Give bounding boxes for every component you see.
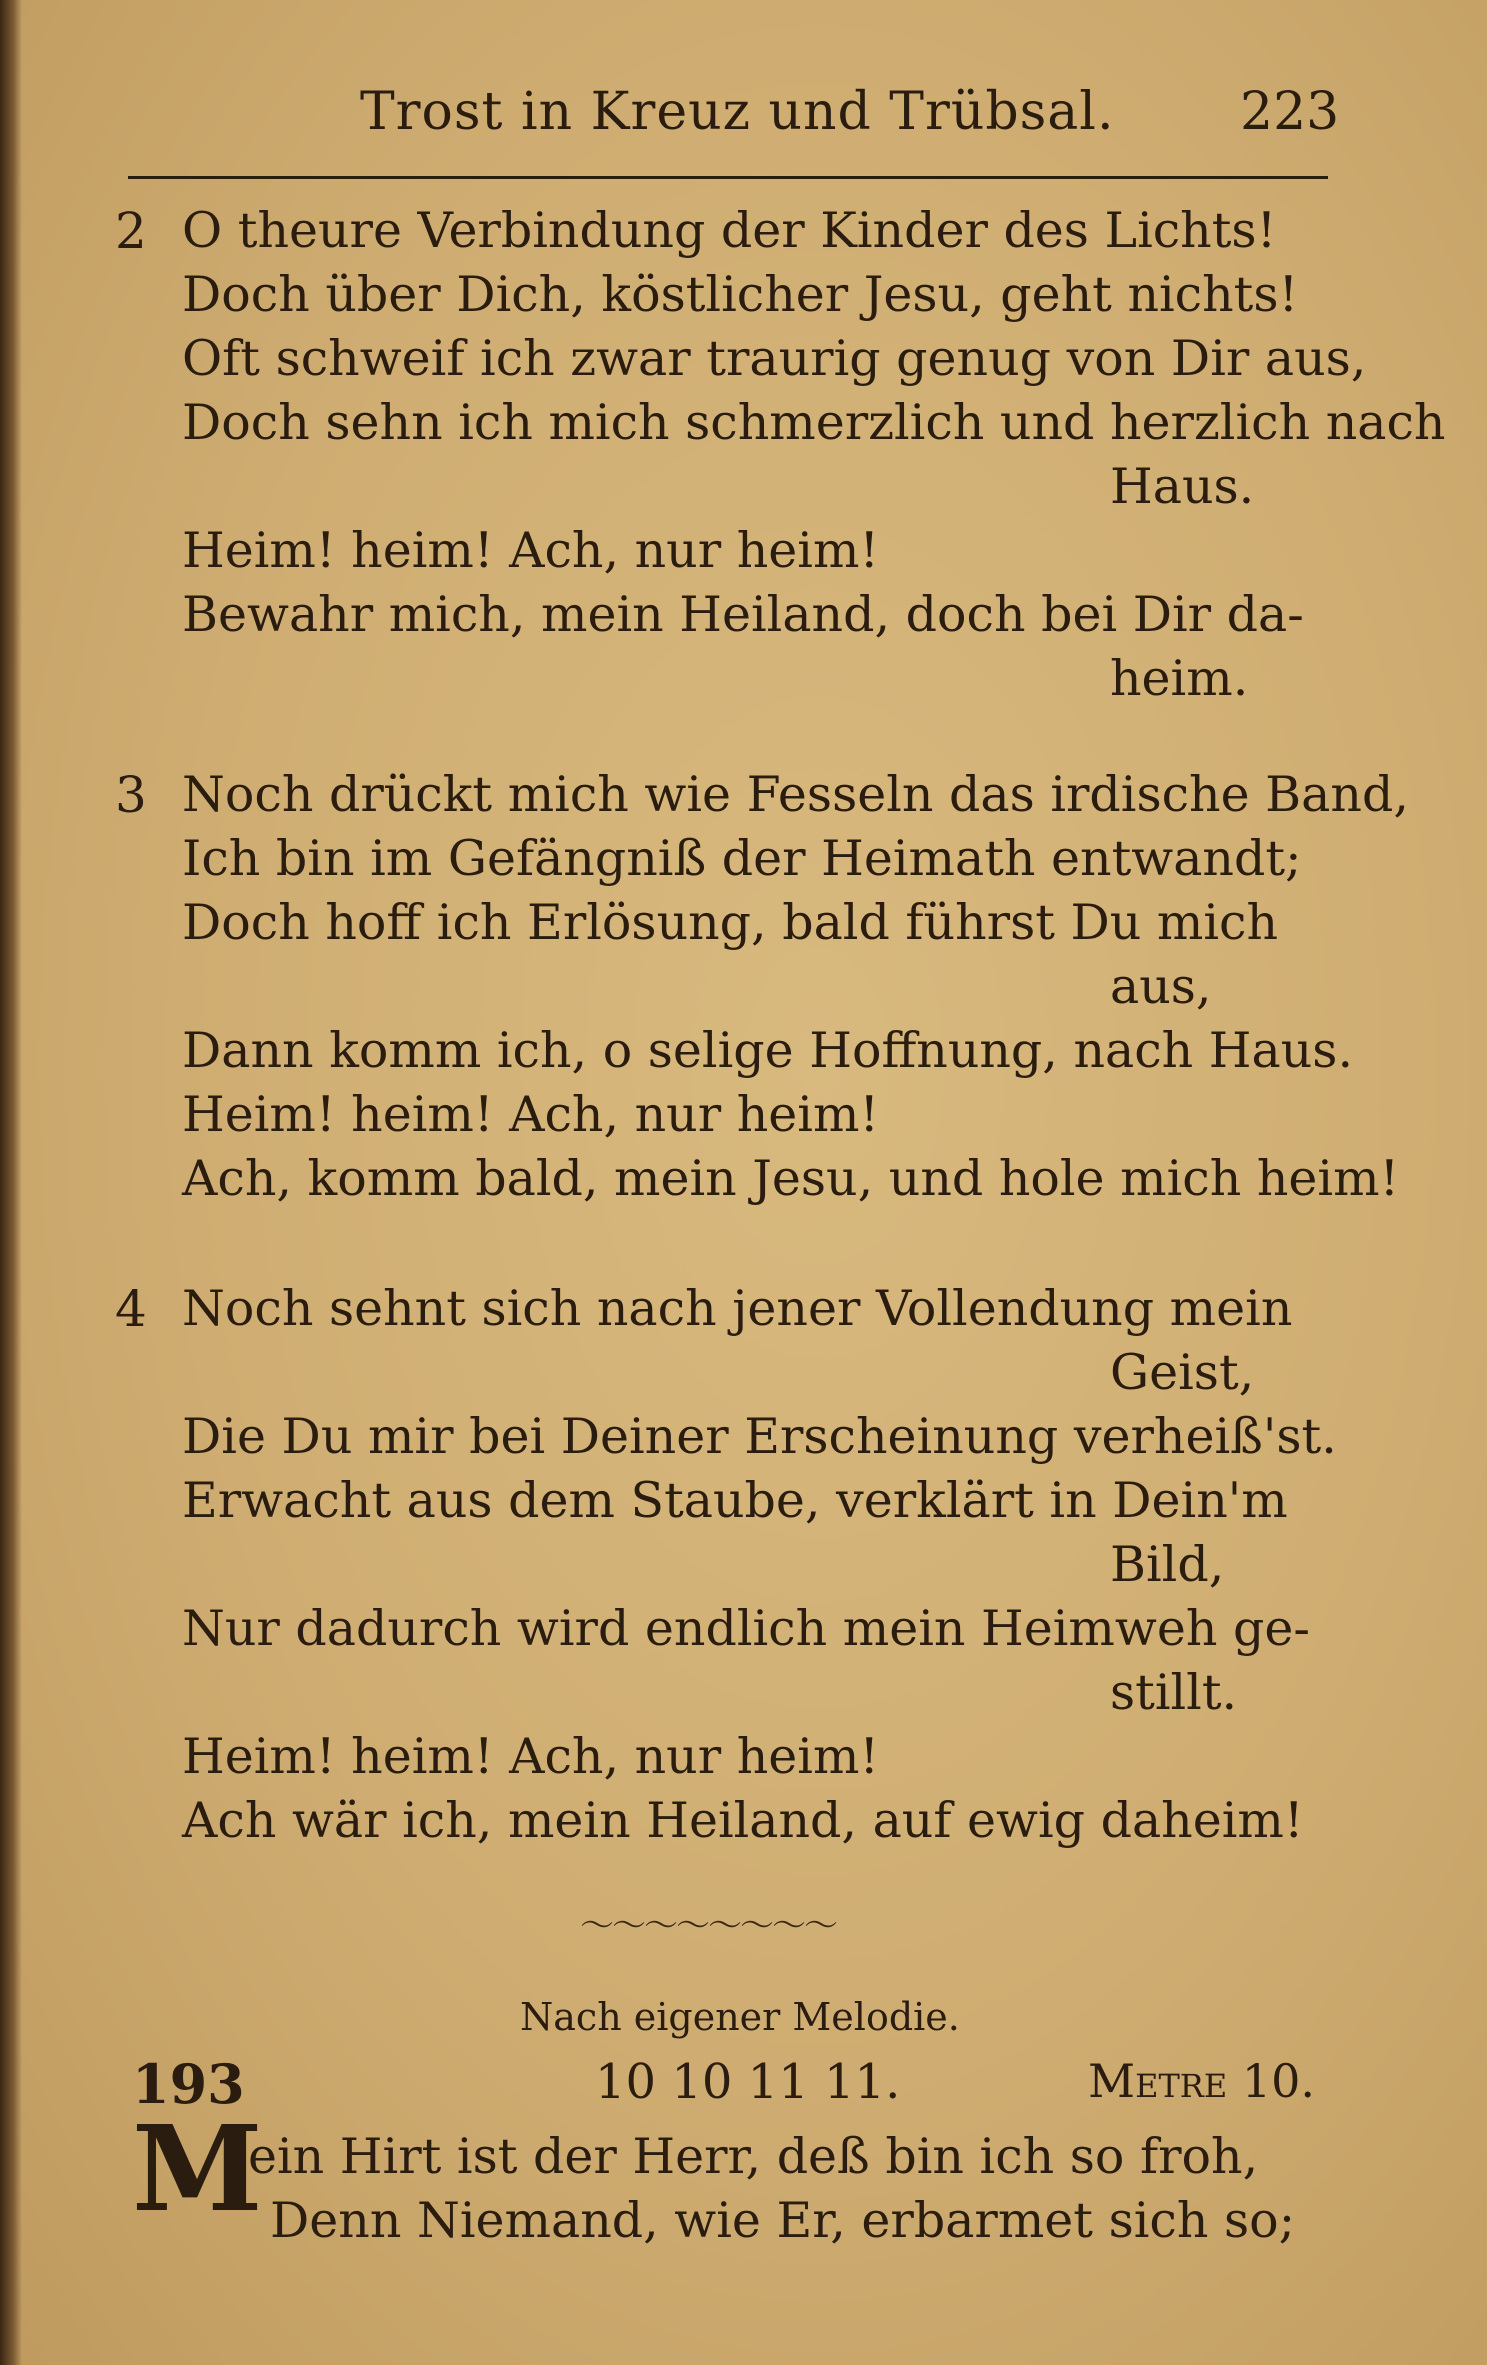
hymn-first-line: ein Hirt ist der Herr, deß bin ich so froh, [248, 2128, 1259, 2185]
verse-line: Bewahr mich, mein Heiland, doch bei Dir da- [182, 586, 1304, 643]
verse-line: Die Du mir bei Deiner Erscheinung verheiß'st. [182, 1408, 1337, 1465]
verse-line: Dann komm ich, o selige Hoffnung, nach Haus. [182, 1022, 1354, 1079]
melody-note: Nach eigener Melodie. [520, 1995, 960, 2039]
meter-name: Metre 10. [1088, 2054, 1316, 2108]
verse-line-continuation: Geist, [1110, 1344, 1255, 1401]
verse-line: O theure Verbindung der Kinder des Lichts! [182, 202, 1277, 259]
meter-numbers: 10 10 11 11. [595, 2054, 901, 2110]
verse-line: Doch sehn ich mich schmerzlich und herzlich nach [182, 394, 1446, 451]
verse-refrain: Heim! heim! Ach, nur heim! [182, 1086, 880, 1143]
stanza-number: 4 [115, 1280, 147, 1338]
verse-line: Erwacht aus dem Staube, verklärt in Dein'm [182, 1472, 1288, 1529]
hymn-second-line: Denn Niemand, wie Er, erbarmet sich so; [270, 2192, 1296, 2249]
verse-line: Oft schweif ich zwar traurig genug von Dir aus, [182, 330, 1367, 387]
section-ornament: 〜〜〜〜〜〜〜〜 [580, 1906, 836, 1946]
verse-line-continuation: Haus. [1110, 458, 1255, 515]
verse-refrain: Heim! heim! Ach, nur heim! [182, 522, 880, 579]
drop-capital: M [132, 2099, 263, 2238]
verse-line: Doch hoff ich Erlösung, bald führst Du mich [182, 894, 1279, 951]
stanza-number: 2 [115, 202, 147, 260]
verse-line: Nur dadurch wird endlich mein Heimweh ge- [182, 1600, 1310, 1657]
verse-line: Noch drückt mich wie Fesseln das irdische Band, [182, 766, 1409, 823]
header-rule [128, 176, 1328, 179]
page-number: 223 [1240, 82, 1340, 142]
verse-line-continuation: Bild, [1110, 1536, 1225, 1593]
verse-line: Noch sehnt sich nach jener Vollendung mein [182, 1280, 1293, 1337]
verse-line: Ach, komm bald, mein Jesu, und hole mich heim! [182, 1150, 1400, 1207]
page-gutter-shadow [0, 0, 22, 2365]
verse-line: Ich bin im Gefängniß der Heimath entwandt; [182, 830, 1302, 887]
verse-line: Ach wär ich, mein Heiland, auf ewig daheim! [182, 1792, 1304, 1849]
verse-line-continuation: aus, [1110, 958, 1212, 1015]
verse-line-continuation: heim. [1110, 650, 1249, 707]
stanza-number: 3 [115, 766, 147, 824]
running-title: Trost in Kreuz und Trübsal. [360, 82, 1115, 142]
verse-line: Doch über Dich, köstlicher Jesu, geht nichts! [182, 266, 1299, 323]
hymn-number: 193 [132, 2052, 245, 2116]
verse-line-continuation: stillt. [1110, 1664, 1238, 1721]
verse-refrain: Heim! heim! Ach, nur heim! [182, 1728, 880, 1785]
